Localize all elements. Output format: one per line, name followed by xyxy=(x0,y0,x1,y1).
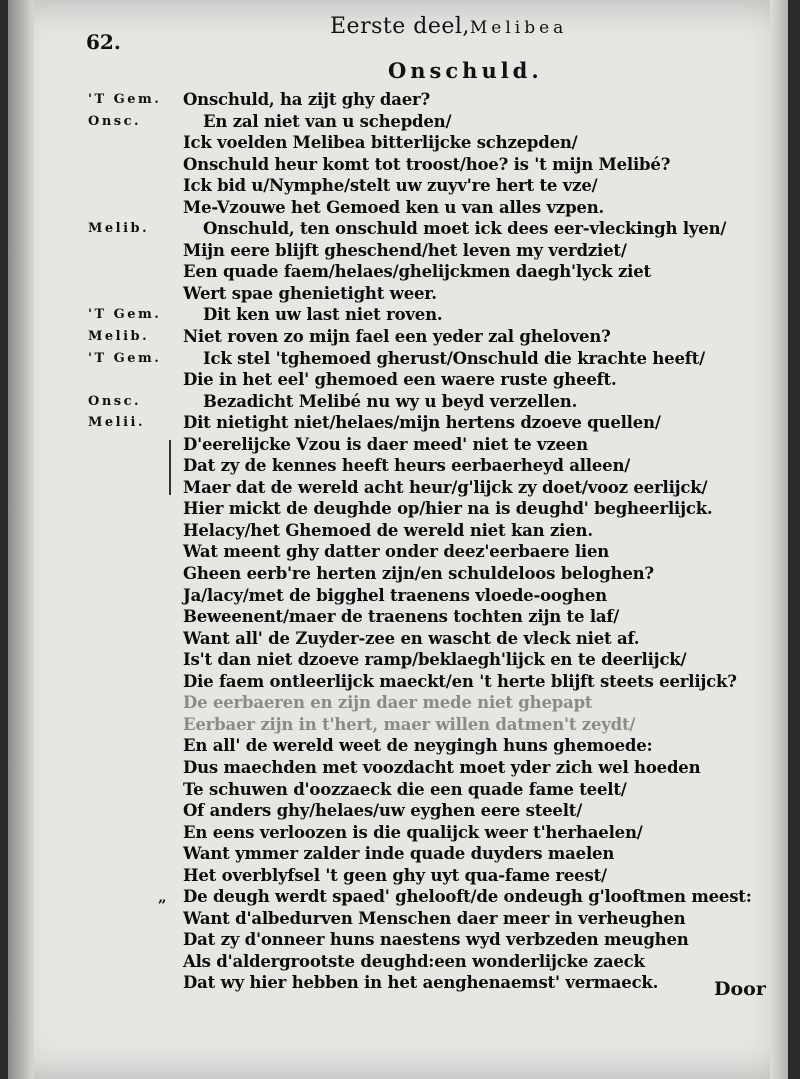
verse-line xyxy=(8,305,788,327)
verse-text: Ick stel 'tghemoed gherust/Onschuld die krachte heeft/ xyxy=(203,348,705,368)
verse-line xyxy=(8,435,788,457)
verse-text: Dat wy hier hebben in het aenghenaemst' vermaeck. xyxy=(183,973,659,993)
verse-line xyxy=(8,219,788,241)
speaker-label: Melib. xyxy=(88,329,150,345)
verse-text: Me-Vzouwe het Gemoed ken u van alles vzpen. xyxy=(183,197,605,217)
verse-text: Dat zy de kennes heeft heurs eerbaerheyd alleen/ xyxy=(183,456,631,476)
verse-line xyxy=(8,155,788,177)
speaker-label: Melii. xyxy=(88,415,146,431)
verse-line xyxy=(8,521,788,543)
verse-text: Eerbaer zijn in t'hert, maer willen datmen't zeydt/ xyxy=(183,714,636,734)
verse-line xyxy=(8,607,788,629)
verse-text: Of anders ghy/helaes/uw eyghen eere steelt/ xyxy=(183,801,583,821)
verse-line xyxy=(8,241,788,263)
verse-text: Helacy/het Ghemoed de wereld niet kan zien. xyxy=(183,520,593,540)
verse-text: Wat meent ghy datter onder deez'eerbaere lien xyxy=(183,542,610,562)
speaker-label: 'T Gem. xyxy=(88,92,162,107)
verse-text: Onschuld heur komt tot troost/hoe? is 't mijn Melibé? xyxy=(183,154,671,174)
verse-text: Gheen eerb're herten zijn/en schuldeloos beloghen? xyxy=(183,564,654,584)
verse-text: Die in het eel' ghemoed een waere ruste gheeft. xyxy=(183,370,617,390)
speaker-label: 'T Gem. xyxy=(88,350,162,366)
verse-line xyxy=(8,284,788,306)
verse-text: En zal niet van u schepden/ xyxy=(203,111,452,131)
verse-text: Hier mickt de deughde op/hier na is deughd' begheerlijck. xyxy=(183,499,713,519)
verse-text: Het overblyfsel 't geen ghy uyt qua-fame reest/ xyxy=(183,865,607,885)
catchword: Door xyxy=(714,978,766,1000)
verse-line xyxy=(8,392,788,414)
verse-text: Mijn eere blijft gheschend/het leven my verdziet/ xyxy=(183,240,627,260)
verse-line xyxy=(8,952,788,974)
verse-text: Dat zy d'onneer huns naestens wyd verbzeden meughen xyxy=(183,930,689,950)
verse-text: Te schuwen d'oozzaeck die een quade fame teelt/ xyxy=(183,779,627,799)
verse-line xyxy=(8,801,788,823)
running-head-prefix: Eerste deel, xyxy=(330,14,470,39)
verse-line xyxy=(8,715,788,737)
speaker-label: 'T Gem. xyxy=(88,307,162,323)
verse-line xyxy=(8,112,788,134)
verse-text: En all' de wereld weet de neygingh huns ghemoede: xyxy=(183,736,653,756)
verse-line xyxy=(8,866,788,888)
verse-text: Een quade faem/helaes/ghelijckmen daegh'lyck ziet xyxy=(183,262,651,282)
verse-text: Onschuld, ha zijt ghy daer? xyxy=(183,90,430,109)
verse-line xyxy=(8,758,788,780)
verse-text: Beweenent/maer de traenens tochten zijn te laf/ xyxy=(183,607,620,627)
verse-text: Maer dat de wereld acht heur/g'lijck zy doet/vooz eerlijck/ xyxy=(183,477,708,497)
verse-line xyxy=(8,90,788,112)
verse-line xyxy=(8,780,788,802)
verse-line xyxy=(8,930,788,952)
verse-line xyxy=(8,198,788,220)
verse-line xyxy=(8,327,788,349)
speaker-label: Onsc. xyxy=(88,113,142,129)
verse-text: Want ymmer zalder inde quade duyders maelen xyxy=(183,844,615,864)
verse-text: Als d'aldergrootste deughd:een wonderlijcke zaeck xyxy=(183,951,645,971)
verse-text: Die faem ontleerlijck maeckt/en 't herte blijft steets eerlijck? xyxy=(183,671,737,691)
verse-text: Dit ken uw last niet roven. xyxy=(203,305,443,325)
verse-text: Want all' de Zuyder-zee en wascht de vleck niet af. xyxy=(183,628,640,648)
verse-line xyxy=(8,478,788,500)
verse-line xyxy=(8,823,788,845)
verse-line xyxy=(8,133,788,155)
verse-text: D'eerelijcke Vzou is daer meed' niet te vzeen xyxy=(183,434,588,454)
verse-line xyxy=(8,349,788,371)
verse-line xyxy=(8,909,788,931)
verse-text: Bezadicht Melibé nu wy u beyd verzellen. xyxy=(203,391,578,411)
verse-line xyxy=(8,586,788,608)
verse-line xyxy=(8,542,788,564)
verse-text: Dus maechden met voozdacht moet yder zich wel hoeden xyxy=(183,757,701,777)
verse-line xyxy=(8,413,788,435)
verse-line xyxy=(8,629,788,651)
verse-text: Niet roven zo mijn fael een yeder zal gheloven? xyxy=(183,327,611,347)
verse-line xyxy=(8,672,788,694)
verse-line xyxy=(8,176,788,198)
verse-line xyxy=(8,262,788,284)
verse-line xyxy=(8,736,788,758)
verse-line xyxy=(8,499,788,521)
speaker-label: Onsc. xyxy=(88,393,142,409)
verse-lines xyxy=(8,90,788,995)
verse-text: Dit nietight niet/helaes/mijn hertens dzoeve quellen/ xyxy=(183,413,661,433)
verse-text: Onschuld, ten onschuld moet ick dees eer-vleckingh lyen/ xyxy=(203,219,727,239)
verse-text: De eerbaeren en zijn daer mede niet ghepapt xyxy=(183,693,593,713)
verse-line xyxy=(8,693,788,715)
verse-text: Is't dan niet dzoeve ramp/beklaegh'lijck en te deerlijck/ xyxy=(183,650,687,670)
verse-line xyxy=(8,650,788,672)
verse-text: De deugh werdt spaed' ghelooft/de ondeugh g'looftmen meest: xyxy=(183,887,752,907)
verse-text: Ick voelden Melibea bitterlijcke schzepden/ xyxy=(183,133,578,153)
page-number: 62. xyxy=(86,30,121,54)
speaker-label: Melib. xyxy=(88,221,150,237)
running-head-caps: Melibea xyxy=(469,18,568,38)
verse-text: Ick bid u/Nymphe/stelt uw zuyv're hert te vze/ xyxy=(183,176,598,196)
verse-line xyxy=(8,887,788,909)
verse-text: Want d'albedurven Menschen daer meer in verheughen xyxy=(183,908,686,928)
book-page xyxy=(8,0,788,1079)
verse-text: En eens verloozen is die qualijck weer t'herhaelen/ xyxy=(183,822,643,842)
verse-line xyxy=(8,973,788,995)
verse-line xyxy=(8,564,788,586)
verse-text: Ja/lacy/met de bigghel traenens vloede-ooghen xyxy=(183,585,607,605)
verse-line xyxy=(8,844,788,866)
section-title: Onschuld. xyxy=(388,58,543,83)
verse-line xyxy=(8,456,788,478)
marginal-quote-mark: „ xyxy=(158,888,167,907)
verse-text: Wert spae ghenietight weer. xyxy=(183,283,437,303)
running-head xyxy=(330,14,567,39)
verse-line xyxy=(8,370,788,392)
